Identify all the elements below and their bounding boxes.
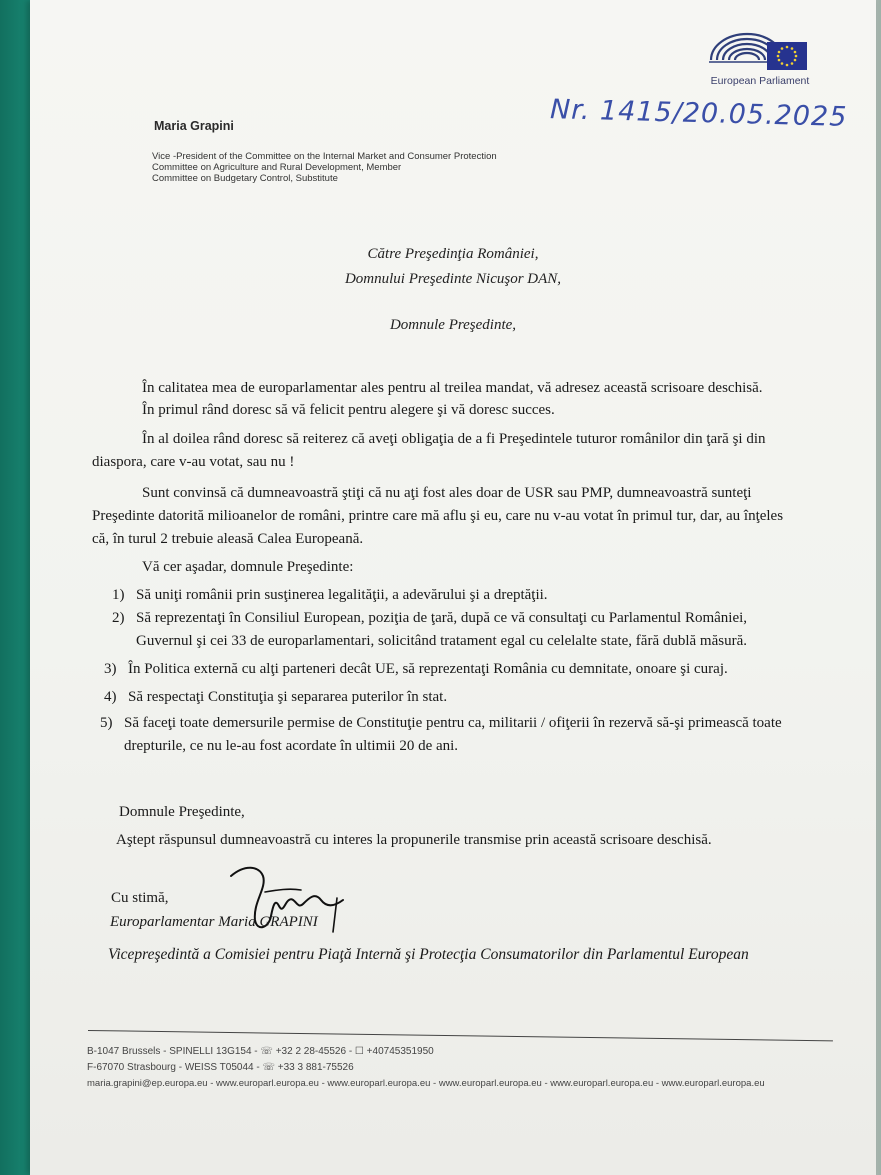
list-text: Să faceţi toate demersurile permise de Constituţie pentru ca, militarii / ofiţerii în rezervă să-şi primească toate — [124, 715, 782, 731]
list-number: 5) — [100, 715, 113, 731]
handwritten-registration-number: Nr. 1415/20.05.2025 — [549, 94, 848, 133]
letter-page — [30, 0, 876, 1175]
role-line: Committee on Budgetary Control, Substitute — [152, 173, 338, 184]
salutation: Domnule Preşedinte, — [389, 317, 517, 333]
list-number: 4) — [104, 689, 117, 705]
list-text: Să uniţi românii prin susţinerea legalităţii, a adevărului şi a dreptăţii. — [136, 587, 548, 603]
european-parliament-logo — [705, 20, 815, 92]
paragraph-1: În calitatea mea de europarlamentar ales pentru al treilea mandat, vă adresez această scrisoare deschisă. — [142, 380, 763, 396]
paragraph-2: În primul rând doresc să vă felicit pentru alegere şi vă doresc succes. — [142, 402, 555, 418]
addressee-line-2: Domnului Preşedinte Nicuşor DAN, — [344, 271, 562, 287]
hemicycle-flag-icon — [705, 20, 815, 74]
paragraph-3-line-1: În al doilea rând doresc să reiterez că aveţi obligaţia de a fi Preşedintele tuturor românilor din ţară şi din — [142, 431, 766, 447]
logo-label: European Parliament — [710, 75, 810, 87]
author-roles — [152, 151, 497, 184]
list-number: 1) — [112, 587, 125, 603]
author-name: Maria Grapini — [154, 119, 234, 133]
paragraph-4-line-2: Preşedinte datorită milioanelor de români, printre care mă aflu şi eu, care nu v-au votat în primul tur, dar, au înţeles — [92, 508, 784, 524]
list-text: În Politica externă cu alţi parteneri decât UE, să reprezentaţi România cu demnitate, onoare şi curaj. — [128, 661, 728, 677]
signatory-title: Vicepreşedintă a Comisiei pentru Piaţă Internă şi Protecţia Consumatorilor din Parlamentul European — [108, 946, 749, 963]
paragraph-3-line-2: diaspora, care v-au votat, sau nu ! — [92, 454, 295, 470]
list-text: Să respectaţi Constituţia şi separarea puterilor în stat. — [128, 689, 448, 705]
list-number: 3) — [104, 661, 117, 677]
signatory-name: Europarlamentar Maria GRAPINI — [110, 914, 318, 930]
list-text-continued: drepturile, ce nu le-au fost acordate în ultimii 20 de ani. — [124, 738, 459, 754]
closing-regards: Cu stimă, — [111, 890, 169, 906]
list-number: 2) — [112, 610, 125, 626]
footer-address-strasbourg: F-67070 Strasbourg - WEISS T05044 - ☏ +33 3 881-75526 — [87, 1062, 354, 1073]
paragraph-4-line-1: Sunt convinsă că dumneavoastră ştiţi că nu aţi fost ales doar de USR sau PMP, dumneavoastră sunteţi — [142, 485, 752, 501]
paragraph-5: Vă cer aşadar, domnule Preşedinte: — [142, 559, 354, 575]
list-text: Să reprezentaţi în Consiliul European, poziţia de ţară, după ce vă consultaţi cu Parlamentul României, — [136, 610, 748, 626]
paragraph-4-line-3: că, în turul 2 trebuie aleasă Calea Europeană. — [92, 531, 364, 547]
list-text-continued: Guvernul şi cei 33 de europarlamentari, solicitând tratament egal cu celelalte state, fără dublă măsură. — [136, 633, 747, 649]
role-line: Committee on Agriculture and Rural Development, Member — [152, 162, 402, 173]
footer-contact-links: maria.grapini@ep.europa.eu - www.europarl.europa.eu - www.europarl.europa.eu - www.europarl.europa.eu - www.europarl.europa.eu - www.europarl.europa.eu — [87, 1078, 765, 1089]
addressee-line-1: Către Preşedinţia României, — [367, 246, 539, 262]
footer-divider — [88, 1030, 833, 1041]
role-line: Vice -President of the Committee on the Internal Market and Consumer Protection — [152, 151, 497, 162]
closing-salutation: Domnule Preşedinte, — [119, 804, 245, 820]
closing-expectation: Aştept răspunsul dumneavoastră cu interes la propunerile transmise prin această scrisoare deschisă. — [116, 832, 712, 848]
footer-address-brussels: B-1047 Brussels - SPINELLI 13G154 - ☏ +32 2 28-45526 - ☐ +40745351950 — [87, 1046, 434, 1057]
